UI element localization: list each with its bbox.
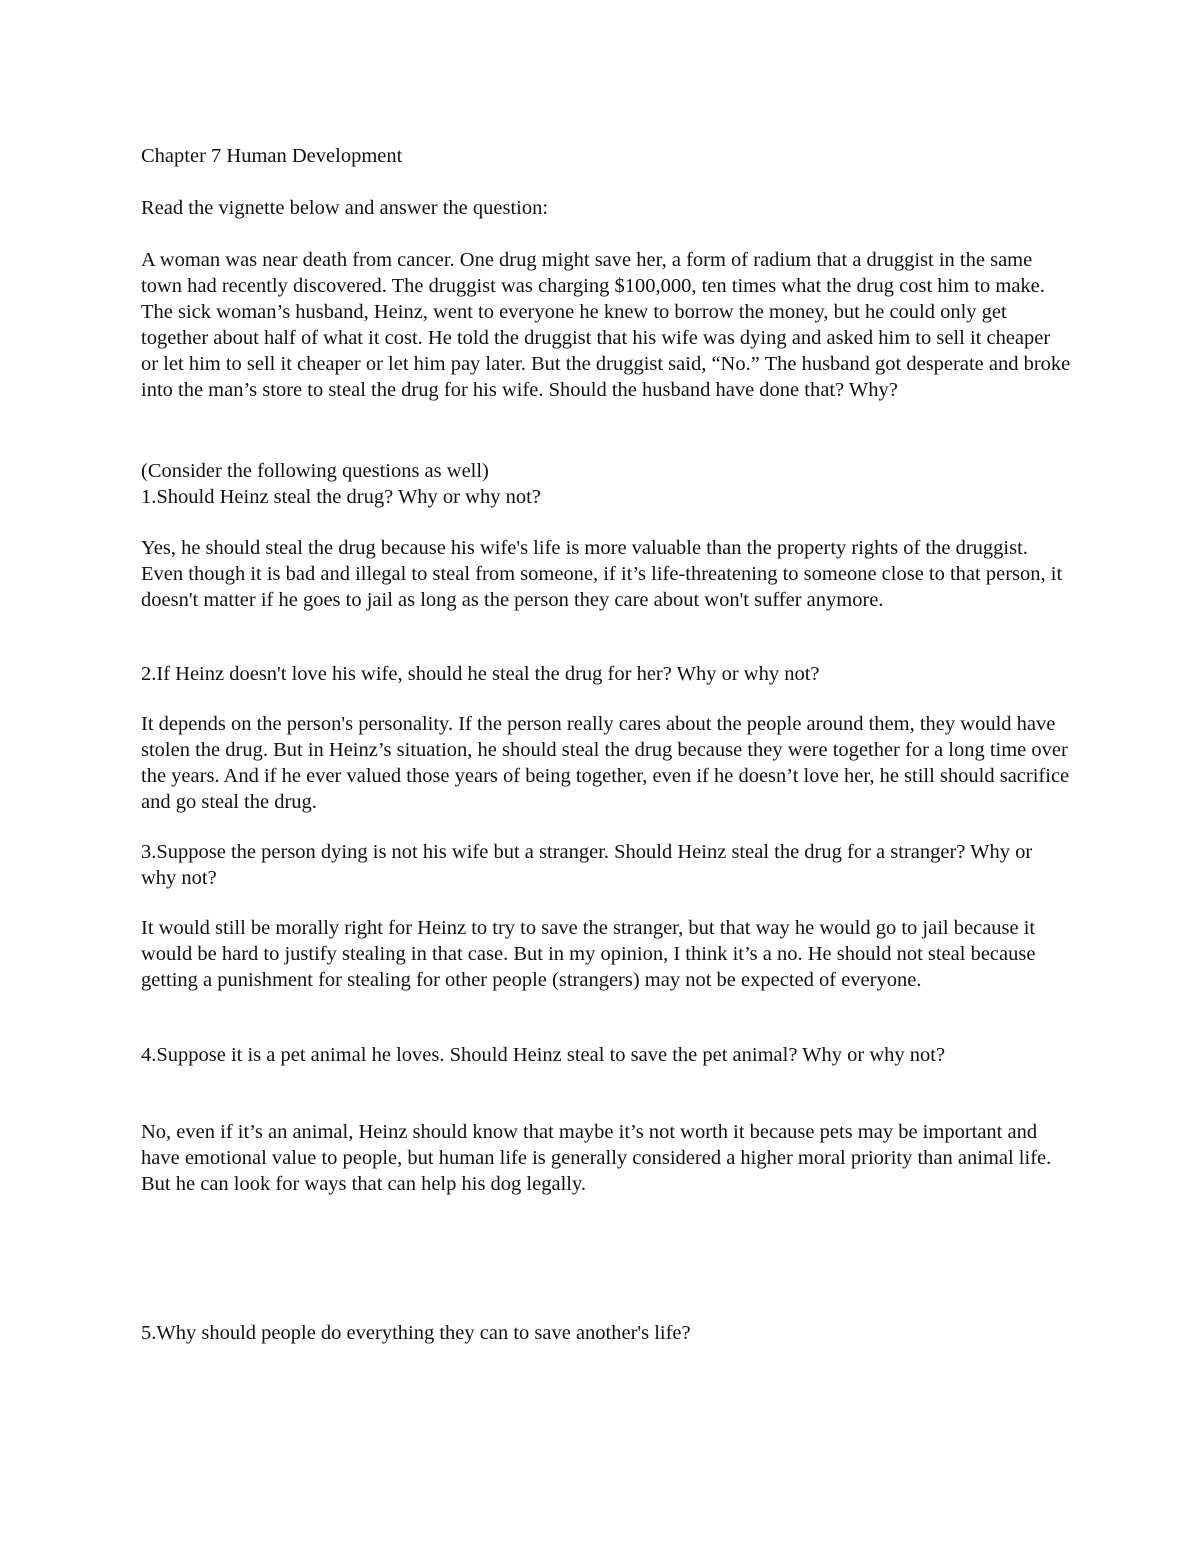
question-2: [141, 661, 1071, 687]
question-number: 5.: [141, 1322, 157, 1344]
consider-note: (Consider the following questions as well): [141, 460, 489, 482]
question-3: [141, 839, 1071, 891]
question-number: 2.: [141, 663, 157, 685]
question-text: Why should people do everything they can to save another's life?: [156, 1322, 691, 1344]
answer-1: Yes, he should steal the drug because his wife's life is more valuable than the property rights of the druggist. Even though it is bad and illegal to steal from someone, if it’s life-threatening to someone close to that person, it doesn't matter if he goes to jail as long as the person they care about won't suffer anymore.: [141, 537, 1063, 611]
question-number: 4.: [141, 1044, 157, 1066]
answer-2: It depends on the person's personality. If the person really cares about the people around them, they would have stolen the drug. But in Heinz’s situation, he should steal the drug because they were together for a long time over the years. And if he ever valued those years of being together, even if he doesn’t love her, he still should sacrifice and go steal the drug.: [141, 713, 1070, 813]
question-text: Suppose the person dying is not his wife but a stranger. Should Heinz steal the drug for a stranger? Why or why not?: [141, 841, 1033, 889]
question-text: If Heinz doesn't love his wife, should he steal the drug for her? Why or why not?: [156, 663, 820, 685]
vignette-paragraph: A woman was near death from cancer. One drug might save her, a form of radium that a druggist in the same town had recently discovered. The druggist was charging $100,000, ten times what the drug cost him to make. The sick woman’s husband, Heinz, went to everyone he knew to borrow the money, but he could only get together about half of what it cost. He told the druggist that his wife was dying and asked him to sell it cheaper or let him to sell it cheaper or let him pay later. But the druggist said, “No.” The husband got desperate and broke into the man’s store to steal the drug for his wife. Should the husband have done that? Why?: [141, 249, 1071, 401]
answer-3: It would still be morally right for Heinz to try to save the stranger, but that way he would go to jail because it would be hard to justify stealing in that case. But in my opinion, I think it’s a no. He should not steal because getting a punishment for stealing for other people (strangers) may not be expected of everyone.: [141, 917, 1036, 991]
question-text: Should Heinz steal the drug? Why or why not?: [156, 486, 541, 508]
instructions-text: Read the vignette below and answer the question:: [141, 197, 549, 219]
document-title: Chapter 7 Human Development: [141, 145, 403, 167]
question-number: 1.: [141, 486, 157, 508]
question-4: [141, 1042, 1071, 1068]
answer-4: No, even if it’s an animal, Heinz should know that maybe it’s not worth it because pets may be important and have emotional value to people, but human life is generally considered a higher moral priority than animal life. But he can look for ways that can help his dog legally.: [141, 1121, 1052, 1195]
question-number: 3.: [141, 841, 157, 863]
question-text: Suppose it is a pet animal he loves. Should Heinz steal to save the pet animal? Why or why not?: [156, 1044, 946, 1066]
question-1: [141, 484, 1071, 510]
question-5: [141, 1320, 1071, 1346]
